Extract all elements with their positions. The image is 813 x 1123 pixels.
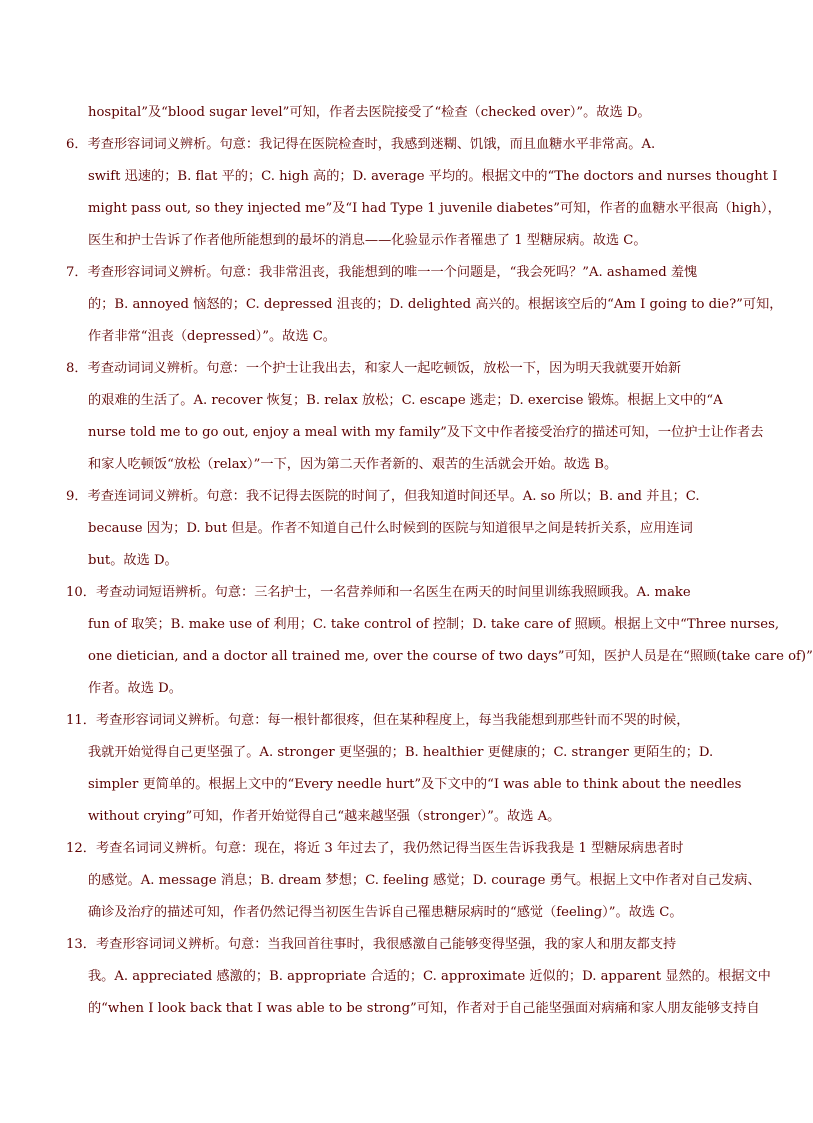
text-line: because 因为；D. but 但是。作者不知道自己什么时候到的医院与知道很早之间是转折关系，应用连词 bbox=[88, 521, 693, 536]
text-line: one dietician, and a doctor all trained me, over the course of two days”可知，医护人员是在“照顾(take care of)” bbox=[88, 649, 813, 664]
text-line: 12．考查名词词义辨析。句意：现在，将近 3 年过去了，我仍然记得当医生告诉我我是 1 型糖尿病患者时 bbox=[66, 841, 684, 856]
text-line: 的；B. annoyed 恼怒的；C. depressed 沮丧的；D. delighted 高兴的。根据该空后的“Am I going to die?”可知， bbox=[88, 297, 783, 312]
text-line: swift 迅速的；B. flat 平的；C. high 高的；D. average 平均的。根据文中的“The doctors and nurses thought I bbox=[88, 169, 778, 184]
text-line: nurse told me to go out, enjoy a meal with my family”及下文中作者接受治疗的描述可知，一位护士让作者去 bbox=[88, 425, 764, 440]
text-line: 13．考查形容词词义辨析。句意：当我回首往事时，我很感激自己能够变得坚强，我的家人和朋友都支持 bbox=[66, 937, 677, 952]
text-line: hospital”及“blood sugar level”可知，作者去医院接受了“检查（checked over）”。故选 D。 bbox=[88, 105, 651, 120]
text-line: 确诊及治疗的描述可知，作者仍然记得当初医生告诉自己罹患糖尿病时的“感觉（feeling）”。故选 C。 bbox=[88, 905, 683, 920]
text-line: simpler 更简单的。根据上文中的“Every needle hurt”及下文中的“I was able to think about the needles bbox=[88, 777, 742, 792]
text-line: 的“when I look back that I was able to be strong”可知，作者对于自己能坚强面对病痛和家人朋友能够支持自 bbox=[88, 1001, 760, 1016]
text-line: but。故选 D。 bbox=[88, 553, 178, 568]
text-line: 医生和护士告诉了作者他所能想到的最坏的消息——化验显示作者罹患了 1 型糖尿病。故选 C。 bbox=[88, 233, 647, 248]
text-line: 10．考查动词短语辨析。句意：三名护士，一名营养师和一名医生在两天的时间里训练我照顾我。A. make bbox=[66, 585, 691, 600]
text-line: without crying”可知，作者开始觉得自己“越来越坚强（stronger）”。故选 A。 bbox=[88, 809, 561, 824]
text-line: 我就开始觉得自己更坚强了。A. stronger 更坚强的；B. healthier 更健康的；C. stranger 更陌生的；D. bbox=[88, 745, 714, 760]
text-line: 作者。故选 D。 bbox=[88, 681, 182, 696]
text-line: 6．考查形容词词义辨析。句意：我记得在医院检查时，我感到迷糊、饥饿，而且血糖水平非常高。A. bbox=[66, 137, 656, 152]
text-line: 作者非常“沮丧（depressed）”。故选 C。 bbox=[88, 329, 336, 344]
text-line: 8．考查动词词义辨析。句意：一个护士让我出去，和家人一起吃顿饭，放松一下，因为明天我就要开始新 bbox=[66, 361, 682, 376]
text-line: 和家人吃顿饭“放松（relax）”一下，因为第二天作者新的、艰苦的生活就会开始。故选 B。 bbox=[88, 457, 618, 472]
text-line: 的感觉。A. message 消息；B. dream 梦想；C. feeling 感觉；D. courage 勇气。根据上文中作者对自己发病、 bbox=[88, 873, 761, 888]
text-line: 9．考查连词词义辨析。句意：我不记得去医院的时间了，但我知道时间还早。A. so 所以；B. and 并且；C. bbox=[66, 489, 700, 504]
text-line: 11．考查形容词词义辨析。句意：每一根针都很疼，但在某种程度上，每当我能想到那些针而不哭的时候， bbox=[66, 713, 690, 728]
text-line: 7．考查形容词词义辨析。句意：我非常沮丧，我能想到的唯一一个问题是，“我会死吗？”A. ashamed 羞愧 bbox=[66, 265, 698, 280]
text-line: 的艰难的生活了。A. recover 恢复；B. relax 放松；C. escape 逃走；D. exercise 锻炼。根据上文中的“A bbox=[88, 393, 723, 408]
text-line: fun of 取笑；B. make use of 利用；C. take control of 控制；D. take care of 照顾。根据上文中“Three nurses, bbox=[88, 617, 780, 632]
text-line: might pass out, so they injected me”及“I had Type 1 juvenile diabetes”可知，作者的血糖水平很高（high）， bbox=[88, 201, 781, 216]
text-line: 我。A. appreciated 感激的；B. appropriate 合适的；C. approximate 近似的；D. apparent 显然的。根据文中 bbox=[88, 969, 771, 984]
